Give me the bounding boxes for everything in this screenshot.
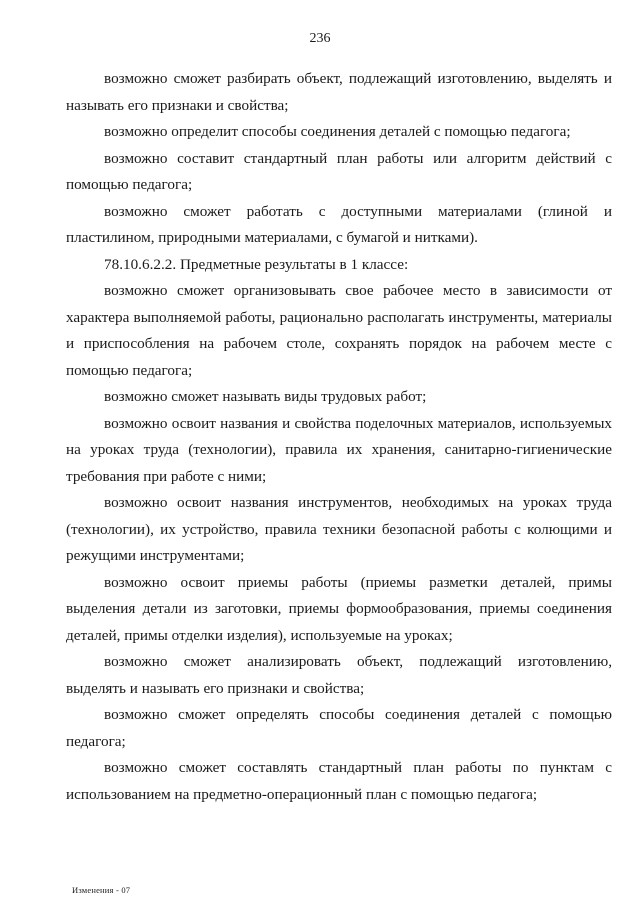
- paragraph: возможно сможет составлять стандартный план работы по пунктам с использованием на предметно-операционный план с помощью педагога;: [66, 759, 612, 803]
- paragraph: возможно сможет разбирать объект, подлежащий изготовлению, выделять и называть его признаки и свойства;: [66, 70, 612, 114]
- paragraph: возможно освоит названия инструментов, необходимых на уроках труда (технологии), их устройство, правила техники безопасной работы с колющими и режущими инструментами;: [66, 494, 612, 564]
- paragraph: возможно определит способы соединения деталей с помощью педагога;: [104, 123, 571, 140]
- paragraph: возможно сможет определять способы соединения деталей с помощью педагога;: [66, 706, 612, 750]
- document-body: [66, 66, 612, 808]
- paragraph: возможно освоит названия и свойства поделочных материалов, используемых на уроках труда (технологии), правила их хранения, санитарно-гигиенические требования при работе с ними;: [66, 414, 612, 485]
- page-number: 236: [309, 31, 331, 46]
- paragraph: возможно сможет работать с доступными материалами (глиной и пластилином, природными материалами, с бумагой и нитками).: [66, 202, 612, 246]
- paragraph: возможно освоит приемы работы (приемы разметки деталей, примы выделения детали из заготовки, приемы формообразования, приемы соединения деталей, примы отделки изделия), используемые на уроках;: [66, 573, 612, 644]
- footer-revision-note: Изменения - 07: [72, 885, 131, 895]
- paragraph: возможно сможет называть виды трудовых работ;: [104, 388, 427, 405]
- section-heading: 78.10.6.2.2. Предметные результаты в 1 классе:: [104, 255, 409, 273]
- paragraph: возможно сможет организовывать свое рабочее место в зависимости от характера выполняемой работы, рационально располагать инструменты, материалы и приспособления на рабочем столе, сохранять порядок на рабочем месте с помощью педагога;: [66, 282, 612, 379]
- paragraph: возможно составит стандартный план работы или алгоритм действий с помощью педагога;: [66, 149, 612, 193]
- paragraph: возможно сможет анализировать объект, подлежащий изготовлению, выделять и называть его признаки и свойства;: [66, 653, 612, 697]
